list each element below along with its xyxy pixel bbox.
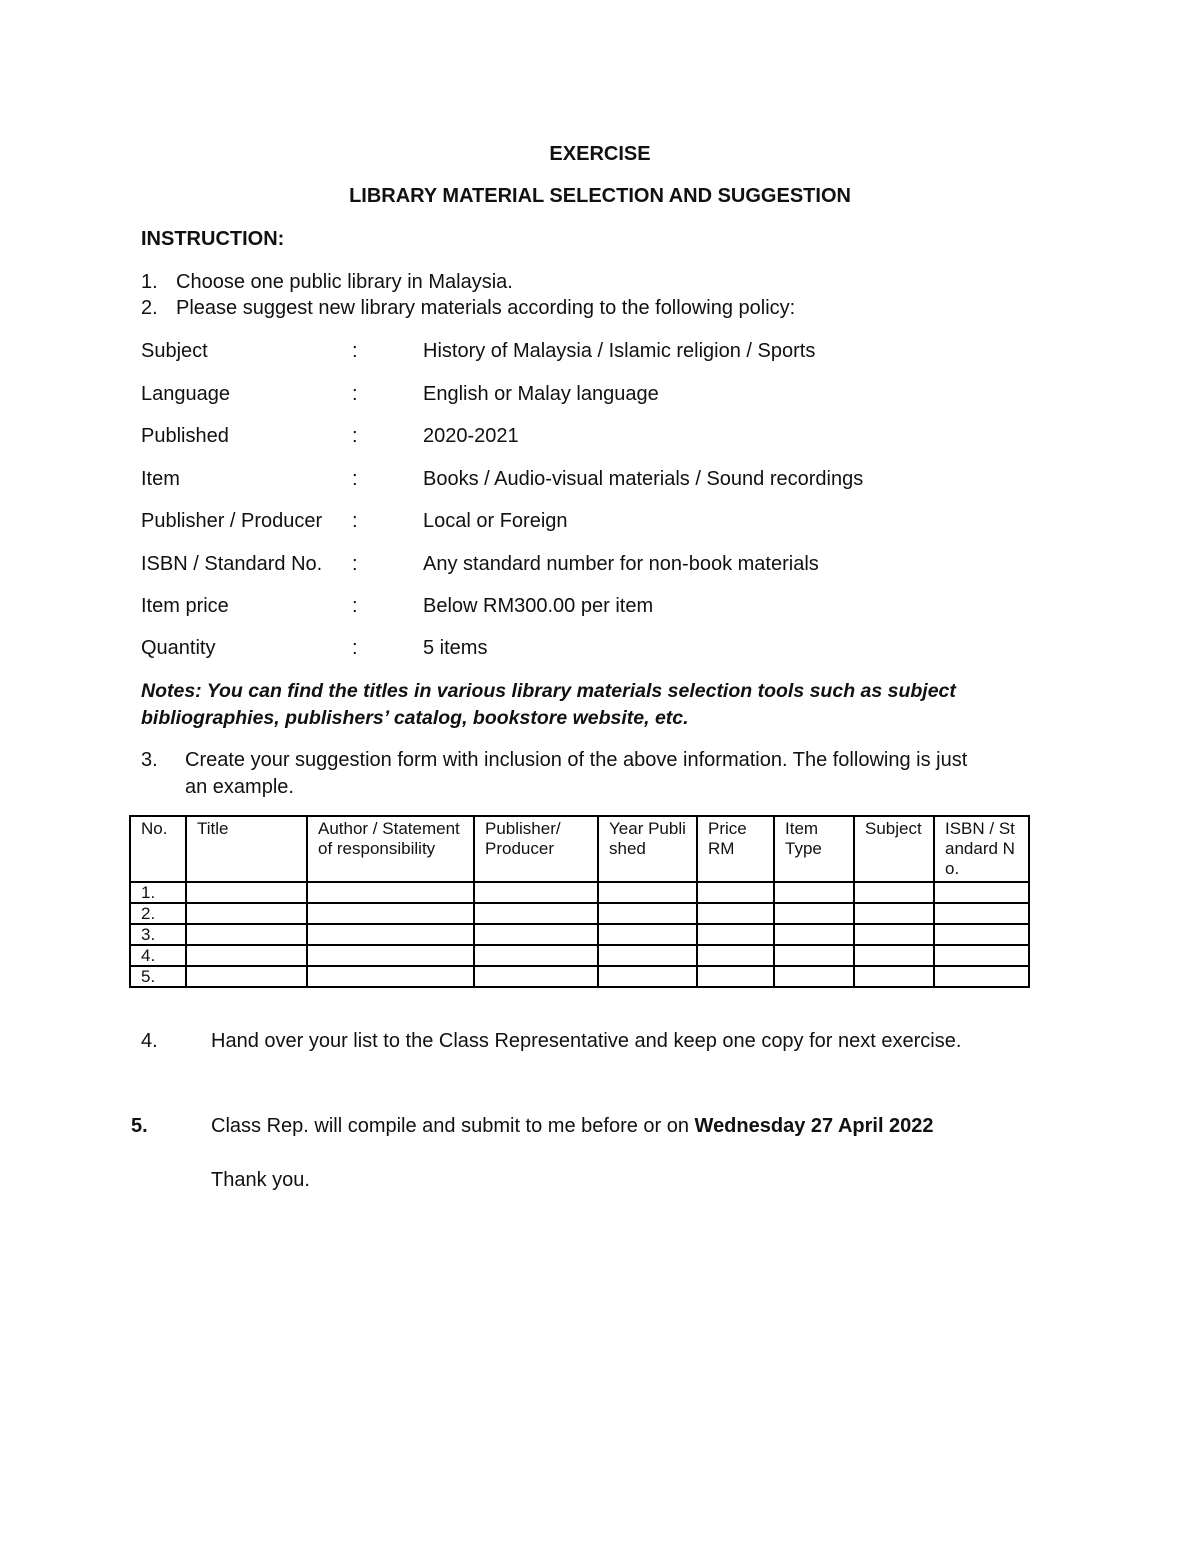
step-text: an example. [185, 776, 294, 798]
policy-value: Local or Foreign [423, 510, 568, 532]
empty-cell [697, 882, 774, 903]
empty-cell [474, 966, 598, 987]
policy-colon: : [352, 468, 358, 490]
policy-value: 5 items [423, 637, 488, 659]
empty-cell [186, 945, 307, 966]
policy-value: Any standard number for non-book materials [423, 553, 819, 575]
empty-cell [774, 924, 854, 945]
table-row [130, 924, 1029, 945]
step-text: Please suggest new library materials according to the following policy: [176, 297, 796, 319]
empty-cell [307, 966, 474, 987]
empty-cell [598, 945, 697, 966]
empty-cell [774, 903, 854, 924]
policy-label: Language [141, 383, 230, 405]
table-row [130, 966, 1029, 987]
empty-cell [598, 882, 697, 903]
policy-colon: : [352, 425, 358, 447]
empty-cell [474, 924, 598, 945]
empty-cell [697, 945, 774, 966]
suggestion-form-table [129, 815, 1030, 988]
empty-cell [934, 966, 1029, 987]
policy-value: 2020-2021 [423, 425, 519, 447]
empty-cell [854, 924, 934, 945]
empty-cell [474, 903, 598, 924]
empty-cell [854, 882, 934, 903]
instruction-heading: INSTRUCTION: [141, 228, 285, 250]
step-number: 4. [141, 1030, 158, 1052]
header-price: Price RM [697, 816, 774, 882]
empty-cell [697, 903, 774, 924]
policy-colon: : [352, 383, 358, 405]
step-text: Choose one public library in Malaysia. [176, 271, 513, 293]
empty-cell [307, 903, 474, 924]
row-number: 2. [130, 903, 186, 924]
policy-value: History of Malaysia / Islamic religion / Sports [423, 340, 816, 362]
policy-label: Subject [141, 340, 208, 362]
policy-colon: : [352, 595, 358, 617]
policy-label: Item price [141, 595, 229, 617]
step-number: 2. [141, 297, 158, 319]
empty-cell [186, 903, 307, 924]
policy-label: Quantity [141, 637, 216, 659]
empty-cell [774, 966, 854, 987]
step-text [211, 1114, 934, 1138]
row-number: 1. [130, 882, 186, 903]
policy-value: Below RM300.00 per item [423, 595, 654, 617]
empty-cell [934, 882, 1029, 903]
empty-cell [186, 966, 307, 987]
policy-label: Published [141, 425, 229, 447]
table-row [130, 945, 1029, 966]
step-text: Create your suggestion form with inclusion of the above information. The following is just [185, 749, 968, 771]
policy-label: Publisher / Producer [141, 510, 323, 532]
page-subtitle: LIBRARY MATERIAL SELECTION AND SUGGESTION [349, 185, 851, 207]
empty-cell [934, 903, 1029, 924]
table-row [130, 882, 1029, 903]
policy-label: ISBN / Standard No. [141, 553, 323, 575]
policy-colon: : [352, 340, 358, 362]
notes-line: Notes: You can find the titles in various library materials selection tools such as subject [141, 680, 956, 702]
deadline: Wednesday 27 April 2022 [694, 1115, 934, 1137]
row-number: 4. [130, 945, 186, 966]
empty-cell [307, 945, 474, 966]
policy-colon: : [352, 553, 358, 575]
empty-cell [186, 882, 307, 903]
empty-cell [934, 945, 1029, 966]
empty-cell [598, 903, 697, 924]
empty-cell [934, 924, 1029, 945]
step-number: 1. [141, 271, 158, 293]
table-header-row [130, 816, 1029, 882]
empty-cell [774, 882, 854, 903]
closing-text: Thank you. [211, 1169, 310, 1191]
header-subject: Subject [854, 816, 934, 882]
empty-cell [774, 945, 854, 966]
policy-colon: : [352, 510, 358, 532]
empty-cell [474, 945, 598, 966]
table-row [130, 903, 1029, 924]
header-author: Author / Statement of responsibility [307, 816, 474, 882]
empty-cell [854, 903, 934, 924]
empty-cell [697, 966, 774, 987]
policy-value: Books / Audio-visual materials / Sound recordings [423, 468, 864, 490]
policy-value: English or Malay language [423, 383, 659, 405]
page-title: EXERCISE [549, 143, 651, 165]
step-text: Hand over your list to the Class Representative and keep one copy for next exercise. [211, 1030, 962, 1052]
empty-cell [697, 924, 774, 945]
header-publisher: Publisher/ Producer [474, 816, 598, 882]
header-title: Title [186, 816, 307, 882]
policy-label: Item [141, 468, 180, 490]
empty-cell [474, 882, 598, 903]
header-item-type: Item Type [774, 816, 854, 882]
empty-cell [598, 924, 697, 945]
step-number: 5. [131, 1115, 148, 1137]
empty-cell [598, 966, 697, 987]
empty-cell [186, 924, 307, 945]
empty-cell [854, 966, 934, 987]
empty-cell [854, 945, 934, 966]
row-number: 3. [130, 924, 186, 945]
empty-cell [307, 924, 474, 945]
step-5-text: Class Rep. will compile and submit to me before or on [211, 1115, 695, 1137]
row-number: 5. [130, 966, 186, 987]
policy-colon: : [352, 637, 358, 659]
header-year-published: Year Published [598, 816, 697, 882]
header-isbn: ISBN / Standard No. [934, 816, 1029, 882]
step-number: 3. [141, 749, 158, 771]
header-no: No. [130, 816, 186, 882]
notes-line: bibliographies, publishers’ catalog, bookstore website, etc. [141, 707, 689, 729]
empty-cell [307, 882, 474, 903]
